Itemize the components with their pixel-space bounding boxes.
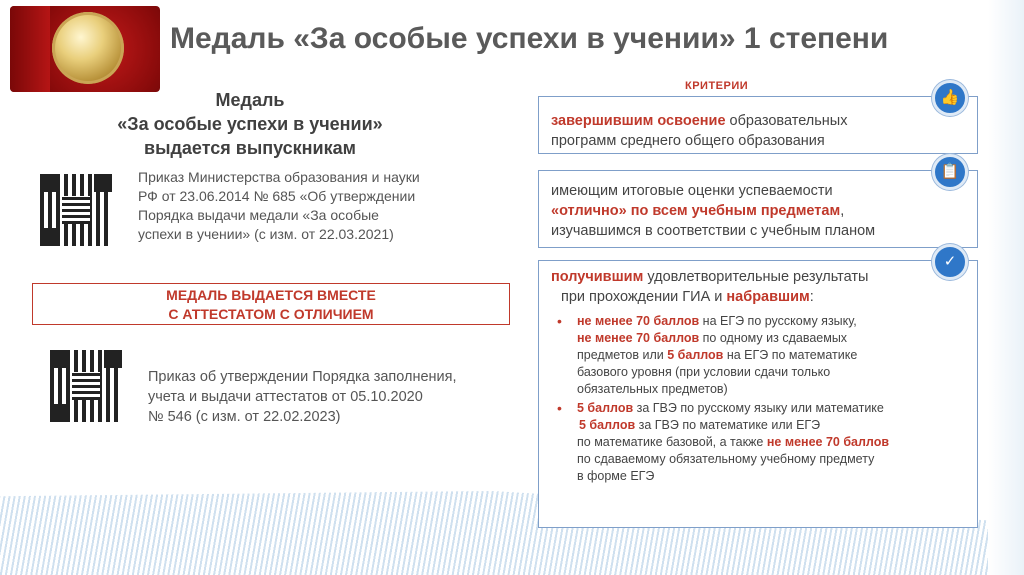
criterion-text-part: базового уровня (при условии сдачи только bbox=[577, 365, 831, 379]
qr-code-icon[interactable] bbox=[50, 350, 122, 422]
order-line: успехи в учении» (с изм. от 22.03.2021) bbox=[138, 226, 394, 242]
criterion-text-part: программ среднего общего образования bbox=[551, 133, 825, 149]
order-line: учета и выдачи аттестатов от 05.10.2020 bbox=[148, 389, 423, 405]
criterion-box-1 bbox=[538, 96, 978, 154]
criterion-text-part: удовлетворительные результаты bbox=[643, 269, 869, 285]
criterion-text-part: обязательных предметов) bbox=[577, 382, 728, 396]
criterion-highlight: завершившим освоение bbox=[551, 113, 726, 129]
criterion-highlight: получившим bbox=[551, 269, 644, 285]
criterion-bullets bbox=[557, 313, 977, 485]
list-item bbox=[557, 313, 977, 398]
criterion-text-part: при прохождении ГИА и bbox=[561, 289, 727, 305]
bullet-dot-icon: • bbox=[557, 313, 562, 329]
order-line: Приказ об утверждении Порядка заполнения, bbox=[148, 369, 457, 385]
criterion-text-part: , bbox=[840, 203, 845, 219]
criterion-text bbox=[551, 111, 977, 151]
notice-line: МЕДАЛЬ ВЫДАЕТСЯ ВМЕСТЕ bbox=[166, 287, 376, 303]
criterion-text-part: имеющим итоговые оценки успеваемости bbox=[551, 183, 833, 199]
medal-heading bbox=[70, 88, 430, 160]
criterion-text-part: на ЕГЭ по математике bbox=[723, 348, 858, 362]
order-line: Порядка выдачи медали «За особые bbox=[138, 207, 379, 223]
medal-icon bbox=[52, 12, 124, 84]
criterion-box-3 bbox=[538, 260, 978, 528]
criterion-text-part: за ГВЭ по русскому языку или математике bbox=[633, 401, 884, 415]
list-item bbox=[557, 400, 977, 485]
criterion-text-part: изучавшимся в соответствии с учебным планом bbox=[551, 223, 876, 239]
criterion-text-part: на ЕГЭ по русскому языку, bbox=[699, 314, 857, 328]
medal-heading-line: «За особые успехи в учении» bbox=[117, 114, 383, 134]
clipboard-check-icon: 📋 bbox=[932, 154, 968, 190]
order-line: РФ от 23.06.2014 № 685 «Об утверждении bbox=[138, 188, 416, 204]
criterion-highlight: 5 баллов bbox=[579, 418, 636, 432]
medal-heading-line: выдается выпускникам bbox=[144, 138, 356, 158]
criterion-text-part: по одному из сдаваемых bbox=[699, 331, 848, 345]
check-circle-icon: ✓ bbox=[932, 244, 968, 280]
order-line: Приказ Министерства образования и науки bbox=[138, 169, 420, 185]
medal-case bbox=[10, 6, 50, 92]
criterion-text bbox=[551, 181, 977, 241]
medal-photo bbox=[10, 6, 160, 92]
criterion-text-part: : bbox=[809, 289, 814, 305]
bullet-dot-icon: • bbox=[557, 400, 562, 416]
criterion-text-part: в форме ЕГЭ bbox=[577, 469, 655, 483]
criterion-highlight: не менее 70 баллов bbox=[577, 314, 700, 328]
criterion-box-2 bbox=[538, 170, 978, 248]
thumbs-up-icon: 👍 bbox=[932, 80, 968, 116]
criterion-text-part: по математике базовой, а также bbox=[577, 435, 767, 449]
medal-heading-line: Медаль bbox=[215, 90, 285, 110]
criterion-text-part: образовательных bbox=[725, 113, 848, 129]
criterion-highlight: не менее 70 баллов bbox=[766, 435, 890, 449]
criterion-text-part: предметов или bbox=[577, 348, 668, 362]
criterion-highlight: 5 баллов bbox=[577, 401, 634, 415]
qr-code-icon[interactable] bbox=[40, 174, 112, 246]
page-title: Медаль «За особые успехи в учении» 1 степени bbox=[170, 22, 889, 55]
attestat-notice bbox=[32, 283, 510, 325]
criterion-highlight: не менее 70 баллов bbox=[577, 331, 700, 345]
order-ministry bbox=[138, 168, 420, 244]
criteria-label: КРИТЕРИИ bbox=[685, 80, 749, 92]
criterion-text-part: по сдаваемому обязательному учебному предмету bbox=[577, 452, 875, 466]
criterion-highlight: «отлично» по всем учебным предметам bbox=[551, 203, 841, 219]
criterion-highlight: 5 баллов bbox=[667, 348, 724, 362]
order-line: № 546 (с изм. от 22.02.2023) bbox=[148, 409, 341, 425]
notice-line: С АТТЕСТАТОМ С ОТЛИЧИЕМ bbox=[168, 306, 374, 322]
criterion-highlight: набравшим bbox=[726, 289, 810, 305]
criterion-text bbox=[551, 267, 977, 307]
criterion-text-part: за ГВЭ по математике или ЕГЭ bbox=[635, 418, 821, 432]
order-attestat bbox=[148, 367, 457, 427]
right-decoration bbox=[988, 0, 1024, 575]
